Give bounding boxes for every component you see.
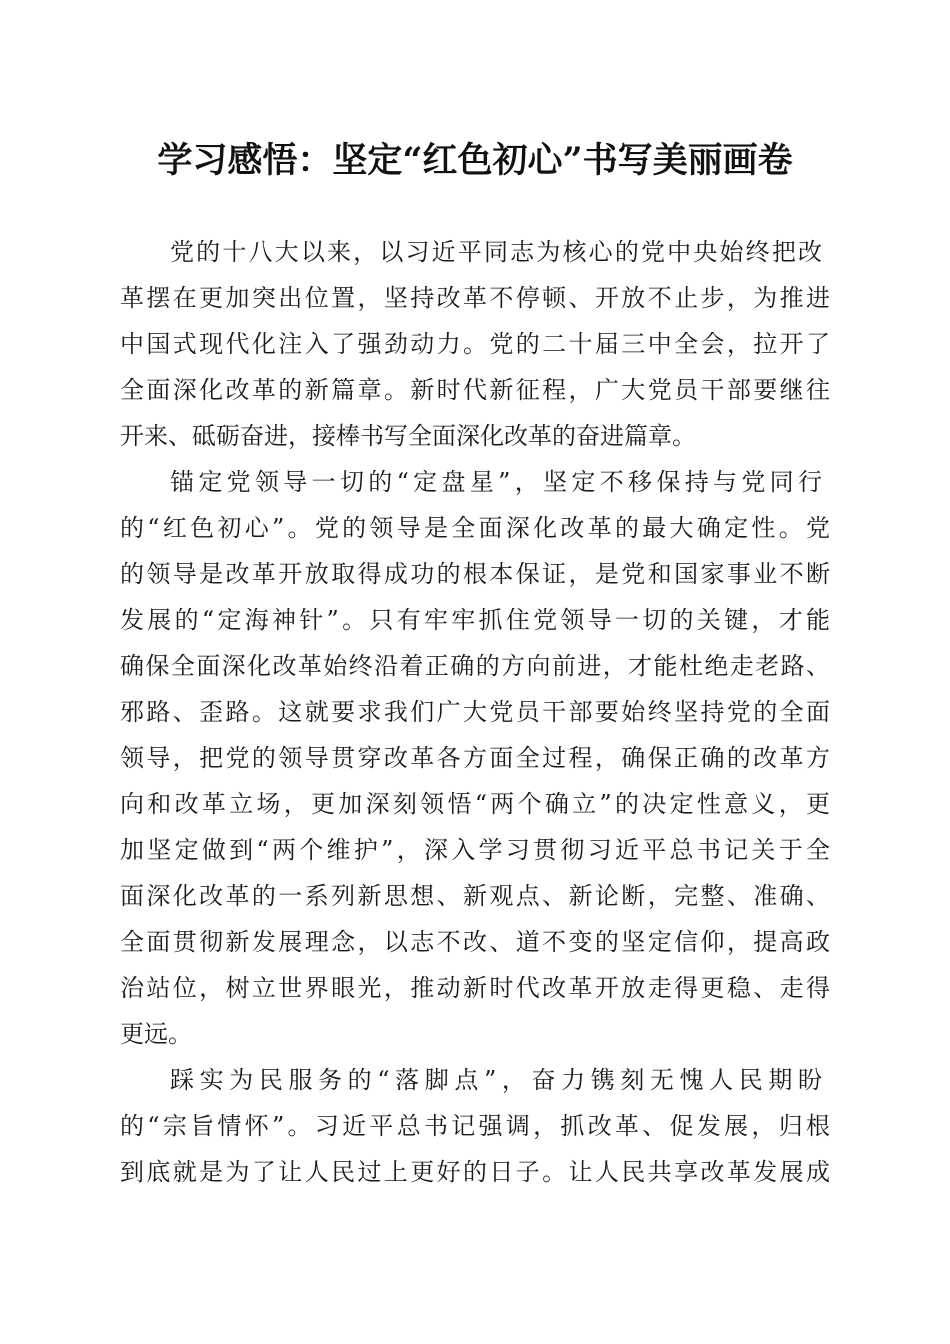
paragraph-line: 邪路、歪路。这就要求我们广大党员干部要始终坚持党的全面 bbox=[120, 698, 830, 726]
document-title: 学习感悟：坚定“红色初心”书写美丽画卷 bbox=[157, 140, 793, 181]
paragraph-line: 全面贯彻新发展理念，以志不改、道不变的坚定信仰，提高政 bbox=[120, 928, 830, 956]
paragraph-line: 踩实为民服务的“落脚点”，奋力镌刻无愧人民期盼 bbox=[170, 1066, 822, 1094]
paragraph-line: 更远。 bbox=[120, 1020, 192, 1048]
paragraph-line: 治站位，树立世界眼光，推动新时代改革开放走得更稳、走得 bbox=[120, 974, 830, 1002]
paragraph-line: 开来、砥砺奋进，接棒书写全面深化改革的奋进篇章。 bbox=[120, 422, 696, 450]
paragraph-line: 确保全面深化改革始终沿着正确的方向前进，才能杜绝走老路、 bbox=[120, 652, 830, 680]
paragraph-line: 的“宗旨情怀”。习近平总书记强调，抓改革、促发展，归根 bbox=[120, 1112, 830, 1140]
paragraph-line: 中国式现代化注入了强劲动力。党的二十届三中全会，拉开了 bbox=[120, 330, 830, 358]
paragraph-line: 发展的“定海神针”。只有牢牢抓住党领导一切的关键，才能 bbox=[120, 606, 830, 634]
paragraph-line: 党的十八大以来，以习近平同志为核心的党中央始终把改 bbox=[170, 238, 822, 266]
paragraph-line: 的领导是改革开放取得成功的根本保证，是党和国家事业不断 bbox=[120, 560, 830, 588]
paragraph-line: 全面深化改革的新篇章。新时代新征程，广大党员干部要继往 bbox=[120, 376, 830, 404]
paragraph-line: 锚定党领导一切的“定盘星”，坚定不移保持与党同行 bbox=[170, 468, 822, 496]
paragraph-line: 加坚定做到“两个维护”，深入学习贯彻习近平总书记关于全 bbox=[120, 836, 830, 864]
paragraph-line: 的“红色初心”。党的领导是全面深化改革的最大确定性。党 bbox=[120, 514, 830, 542]
paragraph-line: 到底就是为了让人民过上更好的日子。让人民共享改革发展成 bbox=[120, 1158, 830, 1186]
paragraph-line: 革摆在更加突出位置，坚持改革不停顿、开放不止步，为推进 bbox=[120, 284, 830, 312]
paragraph-line: 领导，把党的领导贯穿改革各方面全过程，确保正确的改革方 bbox=[120, 744, 830, 772]
paragraph-line: 面深化改革的一系列新思想、新观点、新论断，完整、准确、 bbox=[120, 882, 830, 910]
paragraph-line: 向和改革立场，更加深刻领悟“两个确立”的决定性意义，更 bbox=[120, 790, 830, 818]
